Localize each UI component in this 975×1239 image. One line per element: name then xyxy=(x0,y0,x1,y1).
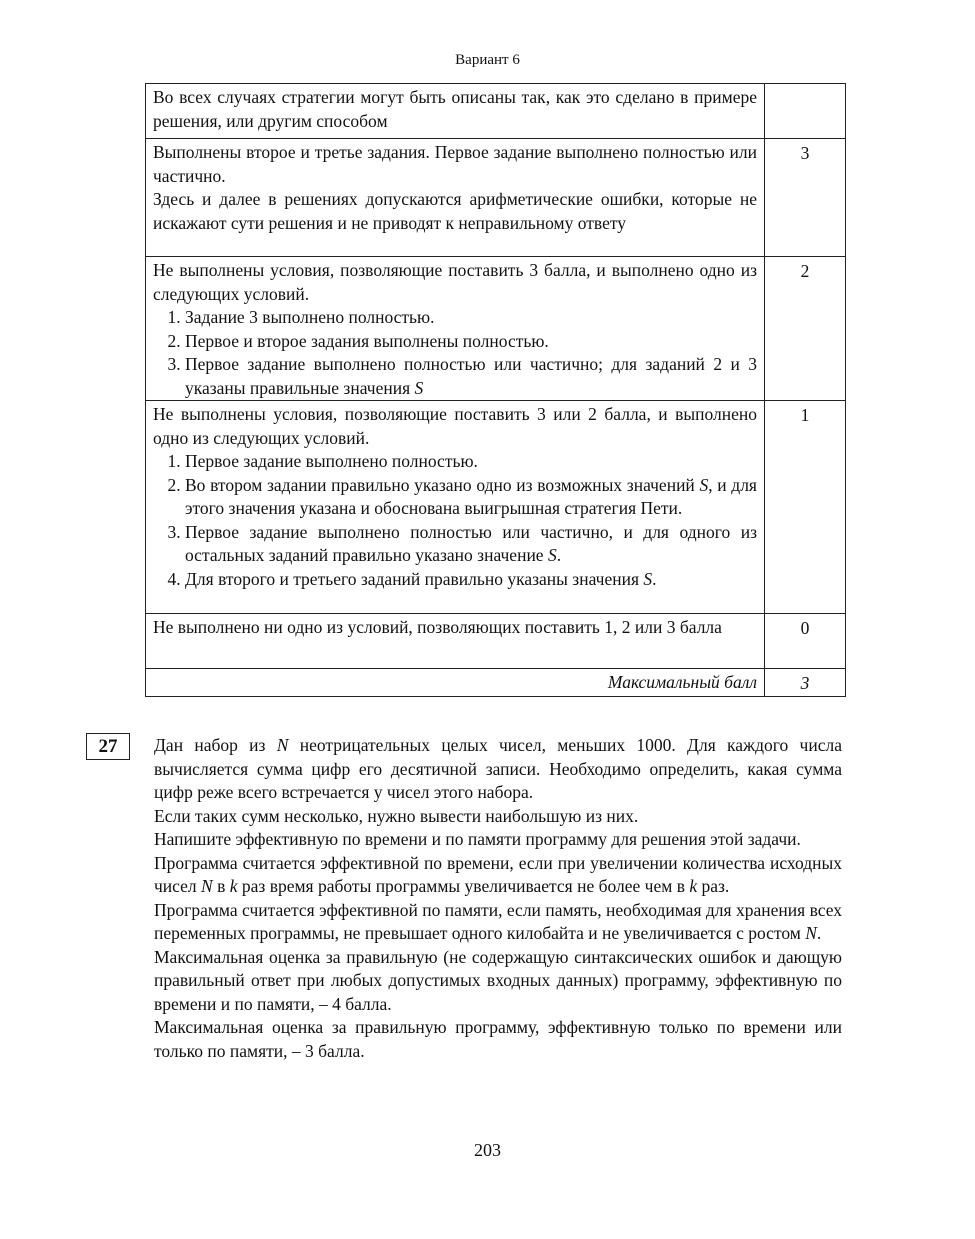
list-item: 1. Задание 3 выполнено полностью. xyxy=(185,306,757,330)
criterion-text: Не выполнены условия, позволяющие поставить 3 или 2 балла, и выполнено одно из следующих условий. xyxy=(153,404,757,448)
task-paragraph: Дан набор из N неотрицательных целых чисел, меньших 1000. Для каждого числа вычисляется сумма цифр его десятичной записи. Необходимо определить, какая сумма цифр реже всего встречается у чисел этого набора. xyxy=(154,735,842,802)
page-number: 203 xyxy=(474,1140,501,1160)
criterion-cell xyxy=(146,614,765,669)
criterion-cell xyxy=(146,84,765,139)
criterion-note: Здесь и далее в решениях допускаются арифметические ошибки, которые не искажают сути решения и не приводят к неправильному ответу xyxy=(153,189,757,233)
table-row xyxy=(146,84,846,139)
score-cell: 2 xyxy=(765,257,846,401)
task-number: 27 xyxy=(86,733,130,760)
table-row xyxy=(146,257,846,401)
list-item: 3. Первое задание выполнено полностью или частично; для заданий 2 и 3 указаны правильные значения S xyxy=(185,353,757,400)
criterion-text: Во всех случаях стратегии могут быть описаны так, как это сделано в примере решения, или другим способом xyxy=(153,87,757,131)
criterion-cell xyxy=(146,401,765,614)
scoring-table xyxy=(145,83,846,697)
list-item: 2. Во втором задании правильно указано одно из возможных значений S, и для этого значения указана и обоснована выигрышная стратегия Пети. xyxy=(185,474,757,521)
page-header: Вариант 6 xyxy=(455,52,520,68)
list-item: 4. Для второго и третьего заданий правильно указаны значения S. xyxy=(185,568,757,592)
task-paragraph: Максимальная оценка за правильную (не содержащую синтаксических ошибок и дающую правильный ответ при любых допустимых входных данных) программу, эффективную по времени и по памяти, – 4 балла. xyxy=(154,946,842,1014)
task-paragraph: Если таких сумм несколько, нужно вывести наибольшую из них. xyxy=(154,805,639,826)
score-cell: 1 xyxy=(765,401,846,614)
table-row xyxy=(146,139,846,257)
task-text xyxy=(154,734,842,1063)
criterion-cell xyxy=(146,139,765,257)
conditions-list xyxy=(153,306,757,400)
table-row xyxy=(146,401,846,614)
task-paragraph: Программа считается эффективной по времени, если при увеличении количества исходных чисел N в k раз время работы программы увеличивается не более чем в k раз. xyxy=(154,852,842,896)
score-cell xyxy=(765,84,846,139)
table-row xyxy=(146,614,846,669)
criterion-text: Выполнены второе и третье задания. Первое задание выполнено полностью или частично. xyxy=(153,142,757,186)
score-cell: 3 xyxy=(765,139,846,257)
list-item: 3. Первое задание выполнено полностью или частично, и для одного из остальных заданий правильно указано значение S. xyxy=(185,521,757,568)
task-paragraph: Программа считается эффективной по памяти, если память, необходимая для хранения всех переменных программы, не превышает одного килобайта и не увеличивается с ростом N. xyxy=(154,899,842,943)
criterion-cell xyxy=(146,257,765,401)
list-item: 2. Первое и второе задания выполнены полностью. xyxy=(185,330,757,354)
list-item: 1. Первое задание выполнено полностью. xyxy=(185,450,757,474)
max-score-label: Максимальный балл xyxy=(146,669,765,697)
score-cell: 0 xyxy=(765,614,846,669)
task-paragraph: Напишите эффективную по времени и по памяти программу для решения этой задачи. xyxy=(154,829,801,849)
criterion-text: Не выполнено ни одно из условий, позволяющих поставить 1, 2 или 3 балла xyxy=(153,617,722,637)
conditions-list xyxy=(153,450,757,591)
max-score-value: 3 xyxy=(765,669,846,697)
criterion-text: Не выполнены условия, позволяющие поставить 3 балла, и выполнено одно из следующих условий. xyxy=(153,260,757,304)
max-score-row xyxy=(146,669,846,697)
task-paragraph: Максимальная оценка за правильную программу, эффективную только по времени или только по памяти, – 3 балла. xyxy=(154,1017,842,1061)
